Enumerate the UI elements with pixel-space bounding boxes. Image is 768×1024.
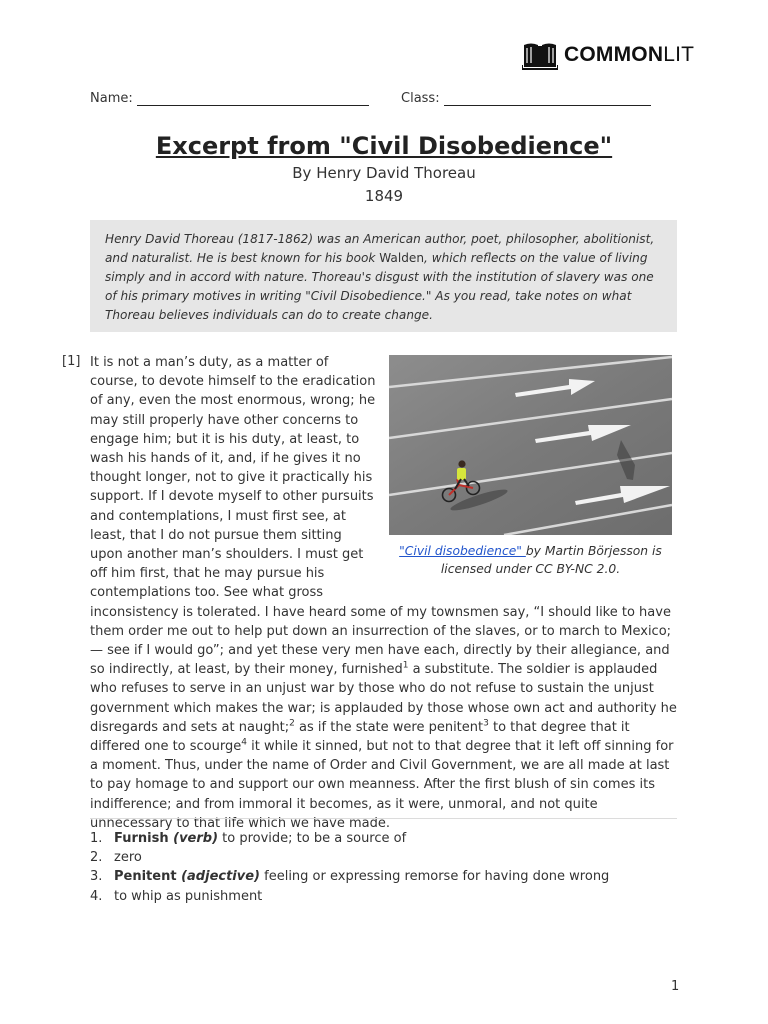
footnote-item: 2. zero xyxy=(90,850,142,866)
footnotes-list xyxy=(90,829,609,906)
image-caption: "Civil disobedience" by Martin Börjesson is licensed under CC BY-NC 2.0. xyxy=(399,544,662,576)
name-line xyxy=(137,91,369,106)
logo-text: COMMONLIT xyxy=(564,43,695,66)
open-book-icon xyxy=(522,40,558,70)
footnote-item: 4. to whip as punishment xyxy=(90,888,263,904)
intro-box: Henry David Thoreau (1817-1862) was an American author, poet, philosopher, abolitionist, and naturalist. He is best known for his book Walden, which reflects on the value of living simply and in accord with nature. Thoreau's disgust with the institution of slavery was one of his primary motives in writing "Civil Disobedience." As you read, take notes on what Thoreau believes individuals can do to create change. xyxy=(90,220,677,332)
page-number: 1 xyxy=(671,979,680,994)
footnote-ref: 2 xyxy=(289,718,295,729)
footnote-item: 3. Penitent (adjective) feeling or expressing remorse for having done wrong xyxy=(90,869,610,885)
cyclist-photo xyxy=(389,355,672,535)
author-byline: By Henry David Thoreau xyxy=(292,164,476,182)
footnote-divider xyxy=(90,818,677,819)
commonlit-logo xyxy=(522,40,694,70)
paragraph-number: [1] xyxy=(62,354,81,369)
footnote-item: 1. Furnish (verb) to provide; to be a source of xyxy=(90,831,407,846)
footnote-ref: 4 xyxy=(241,737,247,748)
publication-year: 1849 xyxy=(364,187,404,205)
page-title: Excerpt from "Civil Disobedience" xyxy=(155,132,613,160)
footnote-ref: 3 xyxy=(483,718,489,729)
body-paragraph: It is not a man’s duty, as a matter of course, to devote himself to the eradication of any, even the most enormous, wrong; he may still properly have other concerns to engage him; but it is his duty, at least, to wash his hands of it, and, if he gives it no thought longer, not to give it practically his support. If I devote myself to other pursuits and contemplations, I must first see, at least, that I do not pursue them sitting upon another man’s shoulders. I must get off him first, that he may pursue his contemplations too. See what gross inconsistency is tolerated. I have heard some of my townsmen say, “I should like to have them order me out to help put down an insurrection of the slaves, or to march to Mexico; — see if I would go”; and yet these very men have each, directly by their allegiance, and so indirectly, at least, by their money, furnished$^1$ a substitute. The soldier is applauded who refuses to serve in an unjust war by those who do not refuse to sustain the unjust government which makes the war; is applauded by those whose own act and authority he disregards and sets at naught;$^2$ as if the state were penitent$^3$ to that degree that it differed one to scourge$^4$ it while it sinned, but not to that degree that it left off sinning for a moment. Thus, under the name of Order and Civil Government, we are all made at last to pay homage to and support our own meanness. After the first blush of sin comes its indifference; and from immoral it becomes, as it were, unmoral, and not quite unnecessary to that life which we have made. xyxy=(90,355,677,831)
book-title: Walden xyxy=(379,251,424,266)
class-line xyxy=(444,91,651,106)
caption-link[interactable]: "Civil disobedience" xyxy=(399,544,526,558)
footnote-ref: 1 xyxy=(402,660,409,671)
class-label: Class: xyxy=(401,91,440,106)
class-field xyxy=(401,91,651,106)
name-field xyxy=(90,91,369,106)
name-label: Name: xyxy=(90,91,133,106)
